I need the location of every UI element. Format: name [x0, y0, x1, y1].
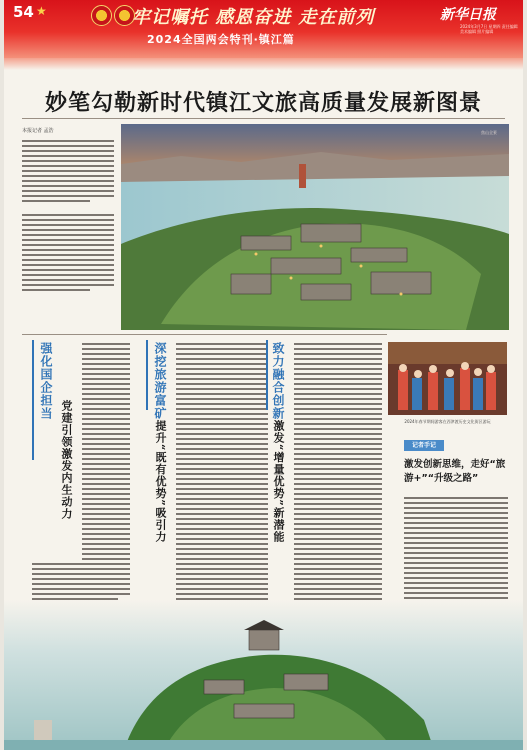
edition-meta: 2024年3月7日 星期四 责任编辑 美术编辑 照片编辑 [460, 24, 518, 34]
page-number: 54 [13, 3, 34, 21]
intro-text [22, 140, 114, 291]
newspaper-logo: 新华日报 [440, 7, 496, 23]
section-title-3: 致力融合创新 [271, 342, 285, 420]
section-body-1b [32, 560, 130, 603]
masthead [4, 0, 523, 58]
newspaper-page [4, 0, 523, 750]
column-tag: 记者手记 [404, 440, 444, 451]
photo-caption: 2024年春节期间游客在西津渡历史文化街区游玩 [404, 419, 491, 424]
slogan: 牢记嘱托 感恩奋进 走在前列 [132, 7, 375, 28]
masthead-fade [4, 58, 523, 70]
divider [22, 334, 387, 335]
section-rule [146, 340, 148, 410]
commentary-body [404, 494, 508, 617]
intro-column [22, 127, 114, 294]
party-emblem-icon [91, 5, 112, 26]
aerial-photo [121, 124, 509, 330]
island-photo [4, 600, 523, 750]
star-icon: ★ [36, 4, 47, 18]
festival-photo [388, 342, 507, 415]
special-edition-title: 2024全国两会特刊·镇江篇 [147, 33, 295, 46]
commentary-title: 激发创新思维，走好“旅游+”“升级之路” [404, 459, 506, 484]
section-subtitle-2: 提升“既有优势”吸引力 [154, 420, 167, 543]
divider [22, 118, 505, 119]
section-rule [32, 340, 34, 460]
section-title-2: 深挖旅游富矿 [153, 342, 167, 420]
photo-credit: 焦山全景 [481, 130, 497, 135]
section-title-1: 强化国企担当 [39, 342, 53, 420]
section-body-2 [176, 340, 268, 618]
section-body-3 [294, 340, 382, 618]
page-headline: 妙笔勾勒新时代镇江文旅高质量发展新图景 [44, 91, 482, 116]
byline: 本报记者 孟浩 [22, 128, 54, 134]
section-rule [266, 340, 268, 410]
section-subtitle-3: 激发“增量优势”新潜能 [272, 420, 285, 543]
section-subtitle-1: 党建引领激发内生动力 [60, 400, 73, 520]
